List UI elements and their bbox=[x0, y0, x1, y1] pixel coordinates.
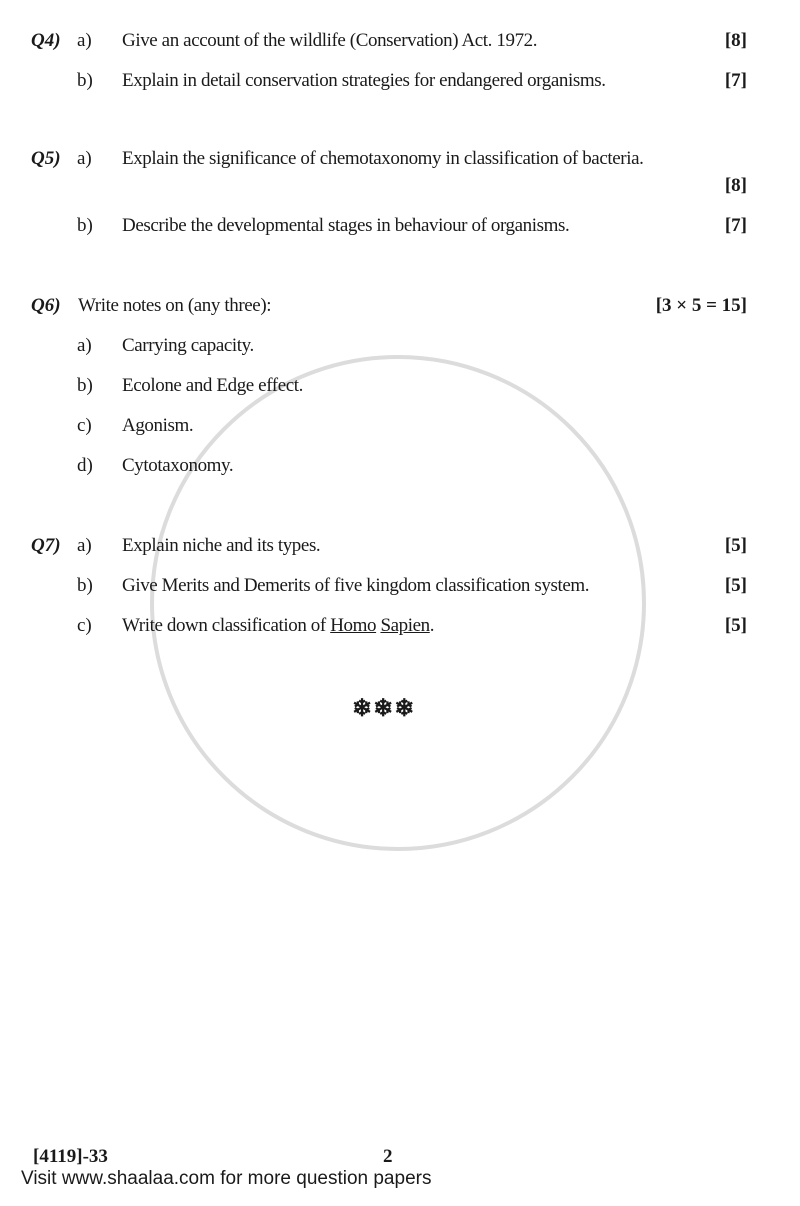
part-label: a) bbox=[77, 335, 92, 356]
question-text: Give an account of the wildlife (Conservation) Act. 1972. bbox=[122, 30, 538, 51]
question-text: Carrying capacity. bbox=[122, 335, 254, 356]
question-text: Give Merits and Demerits of five kingdom classification system. bbox=[122, 575, 590, 596]
marks: [5] bbox=[724, 575, 747, 596]
q6b bbox=[0, 375, 800, 397]
visit-banner: Visit www.shaalaa.com for more question papers bbox=[21, 1168, 432, 1189]
marks: [7] bbox=[724, 215, 747, 236]
part-label: a) bbox=[77, 148, 92, 169]
question-number: Q7) bbox=[31, 535, 61, 556]
part-label: d) bbox=[77, 455, 93, 476]
q5a-marks-row bbox=[0, 175, 800, 197]
q5b bbox=[0, 215, 800, 237]
page-number: 2 bbox=[383, 1146, 393, 1167]
q6c bbox=[0, 415, 800, 437]
species-name: Sapien bbox=[380, 615, 430, 636]
marks: [5] bbox=[724, 535, 747, 556]
marks: [3 × 5 = 15] bbox=[655, 295, 747, 316]
marks: [8] bbox=[724, 175, 747, 196]
q7a bbox=[0, 535, 800, 557]
marks: [7] bbox=[724, 70, 747, 91]
question-number: Q4) bbox=[31, 30, 61, 51]
genus-name: Homo bbox=[330, 615, 377, 636]
marks: [8] bbox=[724, 30, 747, 51]
part-label: a) bbox=[77, 30, 92, 51]
part-label: b) bbox=[77, 575, 93, 596]
part-label: b) bbox=[77, 215, 93, 236]
q6 bbox=[0, 295, 800, 317]
q5a bbox=[0, 148, 800, 170]
question-number: Q6) bbox=[31, 295, 61, 316]
part-label: c) bbox=[77, 415, 92, 436]
question-number: Q5) bbox=[31, 148, 61, 169]
question-text bbox=[122, 615, 434, 637]
q7c bbox=[0, 615, 800, 637]
question-text: Explain niche and its types. bbox=[122, 535, 321, 556]
q7b bbox=[0, 575, 800, 597]
text-after: . bbox=[429, 615, 435, 636]
text-before: Write down classification of bbox=[122, 615, 331, 636]
question-text: Explain the significance of chemotaxonomy in classification of bacteria. bbox=[122, 148, 644, 169]
part-label: b) bbox=[77, 375, 93, 396]
q6a bbox=[0, 335, 800, 357]
question-text: Agonism. bbox=[122, 415, 194, 436]
paper-code: [4119]-33 bbox=[33, 1146, 108, 1167]
question-text: Ecolone and Edge effect. bbox=[122, 375, 304, 396]
marks: [5] bbox=[724, 615, 747, 636]
part-label: b) bbox=[77, 70, 93, 91]
q6d bbox=[0, 455, 800, 477]
q4b bbox=[0, 70, 800, 92]
part-label: a) bbox=[77, 535, 92, 556]
q4a bbox=[0, 30, 800, 52]
part-label: c) bbox=[77, 615, 92, 636]
question-text: Describe the developmental stages in behaviour of organisms. bbox=[122, 215, 570, 236]
question-text: Cytotaxonomy. bbox=[122, 455, 234, 476]
question-text: Write notes on (any three): bbox=[78, 295, 272, 316]
question-text: Explain in detail conservation strategies for endangered organisms. bbox=[122, 70, 606, 91]
end-snowflake-icons: ❄❄❄ bbox=[352, 696, 416, 722]
